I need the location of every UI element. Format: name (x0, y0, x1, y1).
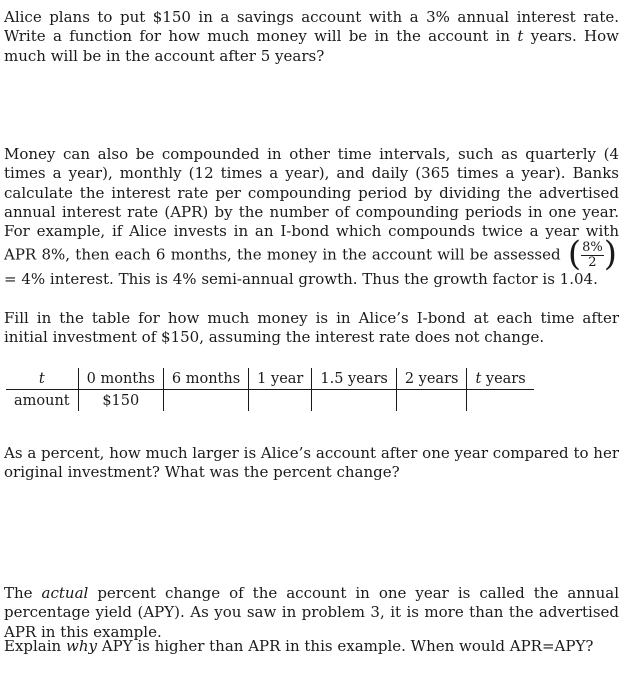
table-header-cell: 1 year (249, 368, 312, 390)
variable-t: t (517, 27, 524, 46)
table-cell (249, 390, 312, 412)
table-header-cell: 0 months (78, 368, 163, 390)
problem-3-text: Fill in the table for how much money is in Alice’s I-bond at each time after initial investment of $150, assuming the interest rate does not change. (4, 309, 619, 347)
table-header-row (6, 368, 534, 390)
table-cell (163, 390, 248, 412)
fraction-numerator: 8% (582, 240, 603, 256)
problem-1-text: Alice plans to put $150 in a savings account with a 3% annual interest rate. Write a function for how much money will be in the account in t years. How much will be in the account after 5 years? (4, 8, 619, 65)
fraction-denominator: 2 (588, 255, 597, 271)
problem-2-text: Money can also be compounded in other time intervals, such as quarterly (4 times a year), monthly (12 times a year), and daily (365 times a year). Banks calculate the interest rate per compounding period by dividing the advertised annual interest rate (APR) by the number of compounding periods in one year. For example, if Alice invests in an I-bond which compounds twice a year with APR 8%, then each 6 months, the money in the account will be assessed ( $\frac{8\%}{2}$ ) = 4% interest. This is 4% semi-annual growth. Thus the growth factor is 1.04. (4, 145, 619, 289)
table-header-t-years: t years (467, 368, 534, 390)
fraction-expression: ( $\frac{8\%}{2}$ ) (567, 233, 617, 274)
table-cell: $150 (78, 390, 163, 412)
table-cell (467, 390, 534, 412)
table-row-label: amount (6, 390, 78, 412)
problem-5-text: The actual percent change of the account in one year is called the annual percentage yield (APY). As you saw in problem 3, it is more than the advertised APR in this example. (4, 584, 619, 641)
table-cell (396, 390, 467, 412)
table-header-cell: 1.5 years (312, 368, 396, 390)
problem-4-text: As a percent, how much larger is Alice’s account after one year compared to her original investment? What was the percent change? (4, 444, 619, 482)
amount-table (6, 368, 534, 411)
table-header-cell: 2 years (396, 368, 467, 390)
table-row-amount (6, 390, 534, 412)
problem-6-text: Explain why APY is higher than APR in this example. When would APR=APY? (4, 637, 594, 655)
table-header-cell: 6 months (163, 368, 248, 390)
table-cell (312, 390, 396, 412)
table-header-t: t (6, 368, 78, 390)
